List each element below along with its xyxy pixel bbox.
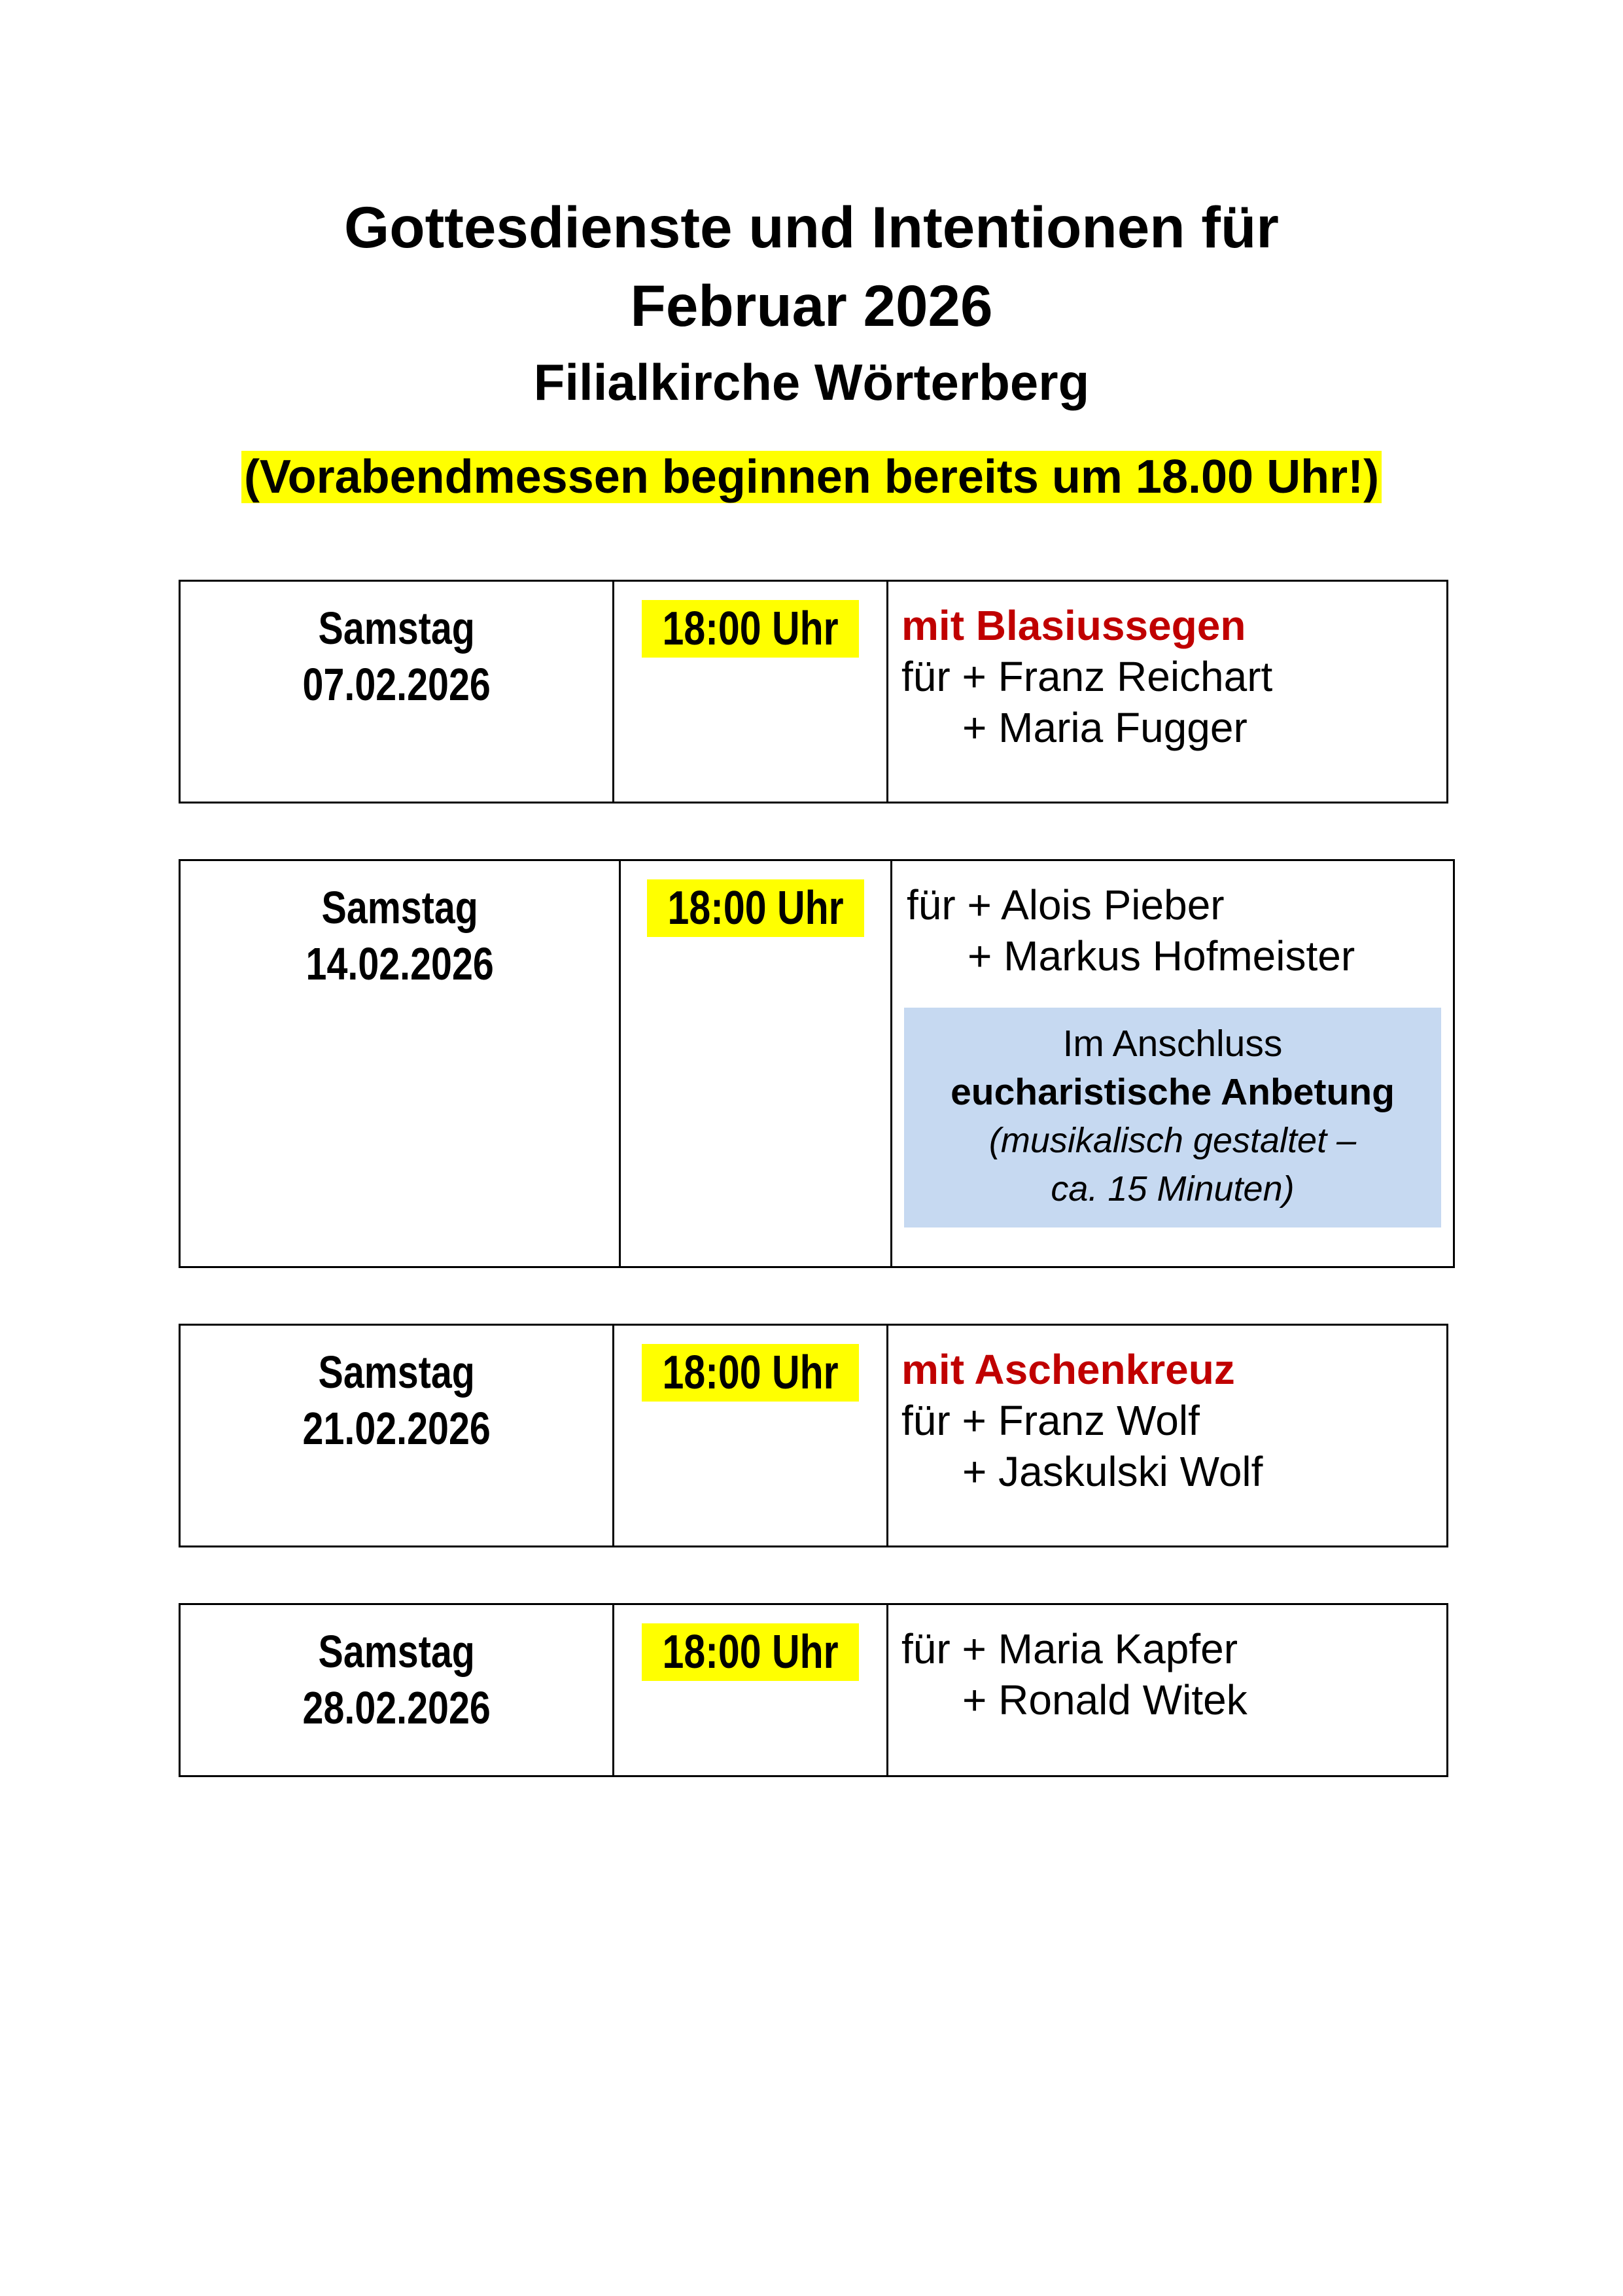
adoration-line: Im Anschluss (1062, 1023, 1283, 1065)
service-date: 07.02.2026 (302, 659, 491, 710)
intention-line: + Ronald Witek (962, 1676, 1248, 1723)
time-cell (614, 1325, 888, 1547)
service-date: 28.02.2026 (302, 1682, 491, 1733)
special-note: mit Blasiussegen (901, 602, 1246, 649)
intention-cell (892, 860, 1454, 1267)
service-time: 18:00 Uhr (642, 1344, 859, 1402)
page-title-line1: Gottesdienste und Intentionen für (344, 194, 1279, 260)
service-day: Samstag (318, 1347, 475, 1398)
service-day: Samstag (318, 1626, 475, 1677)
service-time: 18:00 Uhr (642, 600, 859, 658)
page-title-line2: Februar 2026 (630, 273, 993, 338)
date-cell (180, 581, 614, 803)
special-note: mit Aschenkreuz (901, 1346, 1235, 1393)
intention-line: für + Franz Reichart (901, 653, 1273, 700)
intention-line: für + Alois Pieber (907, 881, 1225, 928)
service-date: 14.02.2026 (305, 938, 494, 989)
time-cell (614, 581, 888, 803)
adoration-note (904, 1008, 1441, 1227)
intention-cell (888, 581, 1448, 803)
intention-cell (888, 1325, 1448, 1547)
adoration-detail: (musikalisch gestaltet – (988, 1121, 1357, 1160)
intention-line: für + Maria Kapfer (901, 1625, 1238, 1672)
intention-line: + Jaskulski Wolf (962, 1448, 1263, 1495)
adoration-title: eucharistische Anbetung (951, 1071, 1395, 1113)
date-cell (180, 1604, 614, 1776)
intention-cell (888, 1604, 1448, 1776)
service-day: Samstag (318, 603, 475, 654)
intention-line: für + Franz Wolf (901, 1397, 1200, 1444)
date-cell (180, 860, 620, 1267)
service-table-4 (179, 1603, 1448, 1777)
intention-line: + Markus Hofmeister (968, 932, 1355, 980)
intention-line: + Maria Fugger (962, 704, 1248, 751)
church-subtitle: Filialkirche Wörterberg (533, 353, 1090, 411)
service-time: 18:00 Uhr (642, 1623, 859, 1681)
service-date: 21.02.2026 (302, 1403, 491, 1454)
service-table-2 (179, 859, 1455, 1268)
time-cell (614, 1604, 888, 1776)
adoration-detail: ca. 15 Minuten) (1051, 1169, 1295, 1209)
date-cell (180, 1325, 614, 1547)
service-table-3 (179, 1324, 1448, 1547)
service-day: Samstag (321, 882, 478, 933)
notice-banner (0, 448, 1623, 506)
service-table-1 (179, 580, 1448, 804)
notice-text: (Vorabendmessen beginnen bereits um 18.00 Uhr!) (241, 451, 1382, 503)
service-time: 18:00 Uhr (647, 879, 864, 937)
time-cell (620, 860, 892, 1267)
